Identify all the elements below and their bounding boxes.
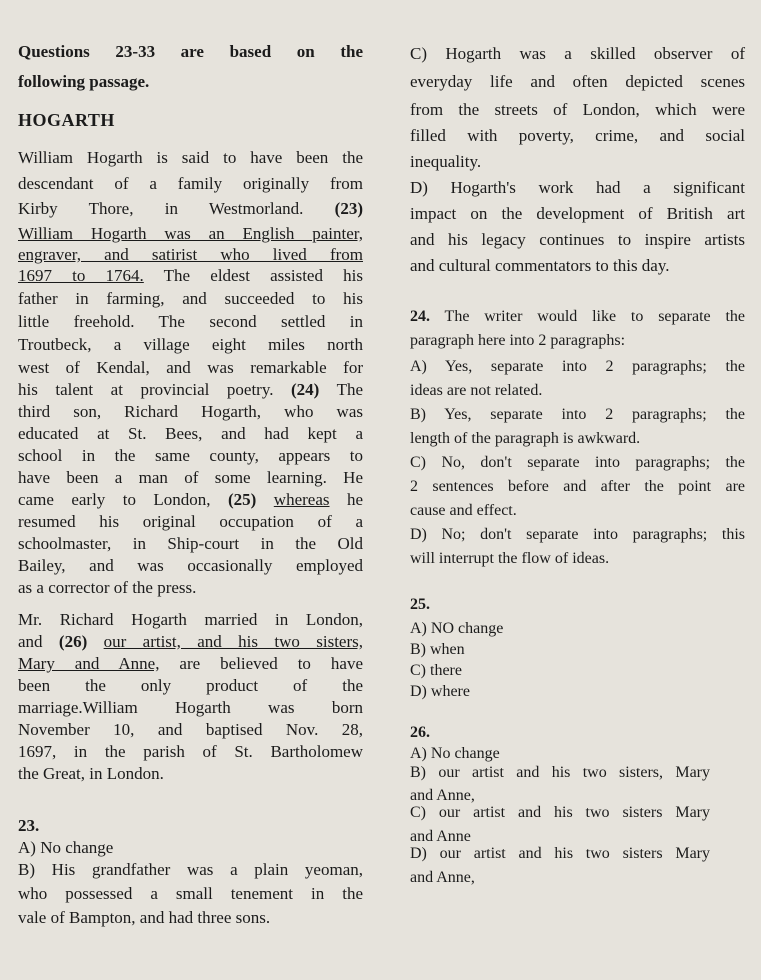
passage-line: as a corrector of the press. (18, 578, 197, 597)
answer-option-24-d[interactable]: D) No; don't separate into paragraphs; this (410, 526, 745, 543)
passage-line: Kirby Thore, in Westmorland. (23) (18, 199, 363, 218)
answer-option-23-b[interactable]: vale of Bampton, and had three sons. (18, 908, 271, 927)
passage-line: third son, Richard Hogarth, who was (18, 402, 363, 421)
answer-option-26-d[interactable]: D) our artist and his two sisters Mary (410, 845, 710, 862)
answer-option-25-c[interactable]: C) there (410, 662, 462, 679)
question-marker-24: (24) (291, 380, 320, 399)
passage-line: William Hogarth is said to have been the (18, 148, 363, 167)
passage-line: 1697 to 1764. The eldest assisted his (18, 266, 363, 285)
question-marker-25: (25) (228, 490, 257, 509)
answer-option-24-b[interactable]: B) Yes, separate into 2 paragraphs; the (410, 406, 745, 423)
passage-line: came early to London, (25) whereas he (18, 490, 363, 509)
answer-option-26-b[interactable]: and Anne, (410, 787, 475, 804)
passage-line: little freehold. The second settled in (18, 312, 363, 331)
answer-option-23-b[interactable]: who possessed a small tenement in the (18, 884, 363, 903)
answer-option-23-b[interactable]: B) His grandfather was a plain yeoman, (18, 860, 363, 879)
passage-line: west of Kendal, and was remarkable for (18, 358, 363, 377)
answer-option-24-a[interactable]: A) Yes, separate into 2 paragraphs; the (410, 358, 745, 375)
answer-option-26-b[interactable]: B) our artist and his two sisters, Mary (410, 764, 710, 781)
answer-option-24-c[interactable]: cause and effect. (410, 502, 517, 519)
passage-line: been the only product of the (18, 676, 363, 695)
question-number: 23. (18, 816, 40, 835)
question-marker-26: (26) (58, 632, 88, 651)
underlined-portion-23: 1697 to 1764. (18, 266, 144, 285)
answer-option-23-c[interactable]: C) Hogarth was a skilled observer of (410, 44, 745, 63)
answer-option-25-b[interactable]: B) when (410, 641, 465, 658)
answer-option-25-a[interactable]: A) NO change (410, 620, 504, 637)
underlined-portion-23: engraver, and satirist who lived from (18, 245, 363, 264)
underlined-portion-26: Mary and Anne, (18, 654, 160, 673)
answer-option-24-c[interactable]: 2 sentences before and after the point are (410, 478, 745, 495)
answer-option-26-d[interactable]: and Anne, (410, 869, 475, 886)
answer-option-23-d[interactable]: and his legacy continues to inspire artists (410, 230, 745, 249)
answer-option-26-a[interactable]: A) No change (410, 745, 500, 762)
passage-line: educated at St. Bees, and had kept a (18, 424, 363, 443)
answer-option-24-d[interactable]: will interrupt the flow of ideas. (410, 550, 610, 567)
answer-option-26-c[interactable]: and Anne (410, 828, 471, 845)
passage-line: the Great, in London. (18, 764, 164, 783)
passage-line: school in the same county, appears to (18, 446, 363, 465)
passage-line: Mr. Richard Hogarth married in London, (18, 610, 363, 629)
passage-line: Mary and Anne, are believed to have (18, 654, 363, 673)
answer-option-23-d[interactable]: and cultural commentators to this day. (410, 256, 670, 275)
answer-option-23-c[interactable]: inequality. (410, 152, 482, 171)
passage-line: 1697, in the parish of St. Bartholomew (18, 742, 363, 761)
question-number: 25. (410, 596, 430, 613)
answer-option-23-c[interactable]: everyday life and often depicted scenes (410, 72, 745, 91)
answer-option-24-c[interactable]: C) No, don't separate into paragraphs; the (410, 454, 745, 471)
passage-title: HOGARTH (18, 110, 115, 130)
underlined-portion-25: whereas (273, 490, 330, 509)
intro-line-2: following passage. (18, 72, 150, 91)
answer-option-24-b[interactable]: length of the paragraph is awkward. (410, 430, 641, 447)
passage-line: father in farming, and succeeded to his (18, 289, 363, 308)
passage-line: descendant of a family originally from (18, 174, 363, 193)
passage-line: have been a man of some learning. He (18, 468, 363, 487)
passage-line: schoolmaster, in Ship-court in the Old (18, 534, 363, 553)
answer-option-23-d[interactable]: impact on the development of British art (410, 204, 745, 223)
question-number: 26. (410, 724, 430, 741)
underlined-portion-26: our artist, and his two sisters, (103, 632, 364, 651)
passage-line: his talent at provincial poetry. (24) The (18, 380, 364, 399)
underlined-portion-23: William Hogarth was an English painter, (18, 224, 363, 243)
passage-line: Troutbeck, a village eight miles north (18, 335, 363, 354)
question-stem: paragraph here into 2 paragraphs: (410, 332, 626, 349)
answer-option-23-a[interactable]: A) No change (18, 838, 114, 857)
question-marker-23: (23) (334, 199, 363, 218)
answer-option-23-c[interactable]: filled with poverty, crime, and social (410, 126, 745, 145)
answer-option-25-d[interactable]: D) where (410, 683, 470, 700)
answer-option-23-c[interactable]: from the streets of London, which were (410, 100, 745, 119)
passage-line: Bailey, and was occasionally employed (18, 556, 363, 575)
answer-option-26-c[interactable]: C) our artist and his two sisters Mary (410, 804, 710, 821)
passage-line: marriage.William Hogarth was born (18, 698, 363, 717)
answer-option-23-d[interactable]: D) Hogarth's work had a significant (410, 178, 745, 197)
passage-line: and (26) our artist, and his two sisters, (18, 632, 364, 651)
question-number: 24. (410, 308, 430, 325)
answer-option-24-a[interactable]: ideas are not related. (410, 382, 543, 399)
passage-line: resumed his original occupation of a (18, 512, 363, 531)
question-stem: 24. The writer would like to separate the (410, 308, 745, 325)
intro-line-1: Questions 23-33 are based on the (18, 42, 363, 61)
passage-line: November 10, and baptised Nov. 28, (18, 720, 363, 739)
